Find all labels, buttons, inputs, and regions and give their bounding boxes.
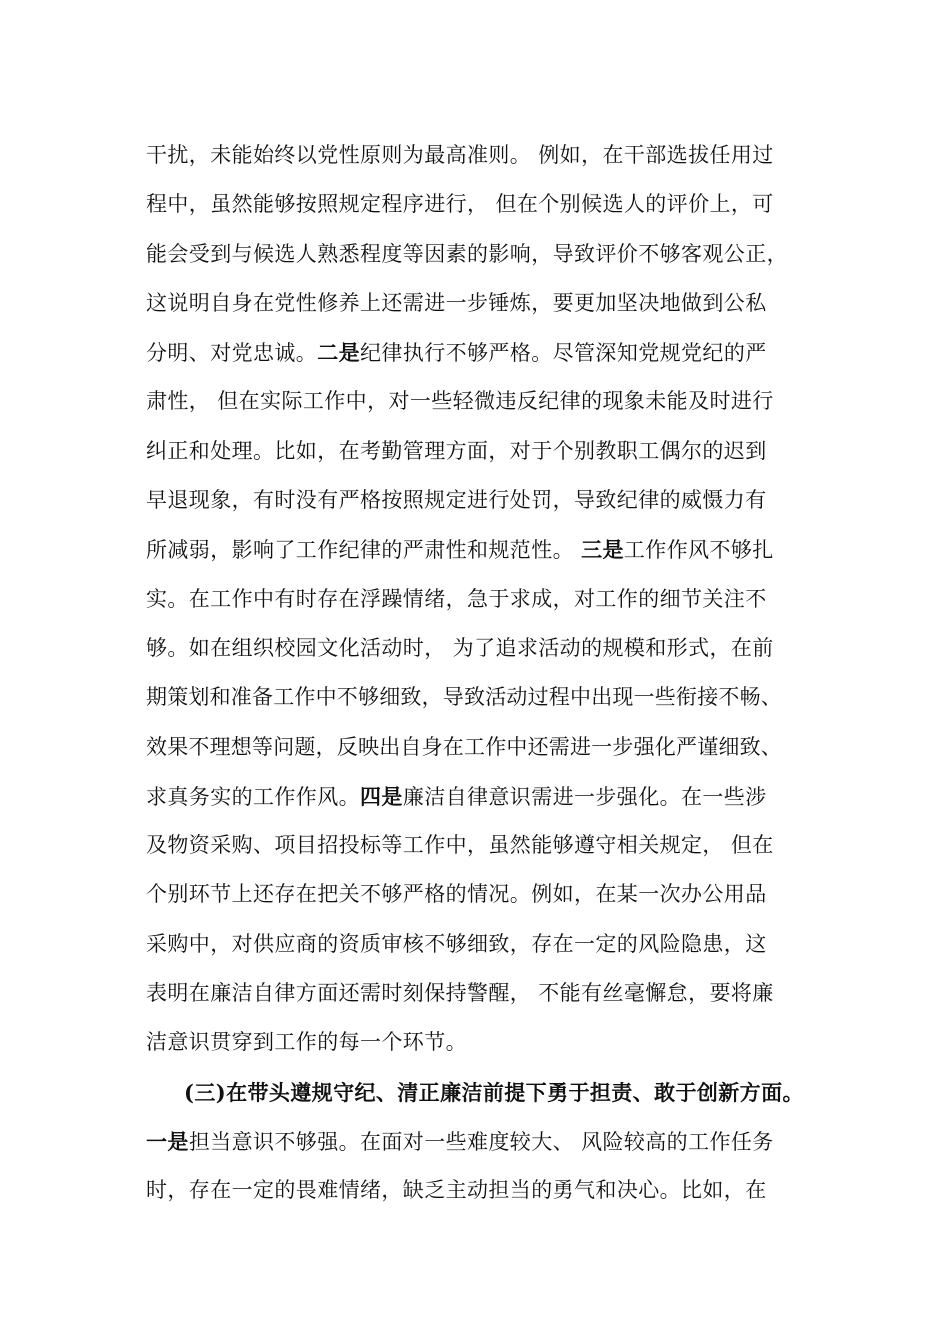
text-line: 采购中，对供应商的资质审核不够细致，存在一定的风险隐患，这 [146,931,767,956]
point-three-label: 三是 [581,537,624,563]
point-two-label: 二是 [317,340,361,366]
text-line: 个别环节上还存在把关不够严格的情况。例如，在某一次办公用品 [146,882,767,907]
text-line: 一是担当意识不够强。在面对一些难度较大、 风险较高的工作任务 [146,1128,774,1154]
text-line: 期策划和准备工作中不够细致，导致活动过程中出现一些衔接不畅、 [146,685,782,710]
text-line: 洁意识贯穿到工作的每一个环节。 [146,1030,467,1055]
text-line: 这说明自身在党性修养上还需进一步锤炼，要更加坚决地做到公私 [146,290,767,315]
text-line: 够。如在组织校园文化活动时， 为了追求活动的规模和形式，在前 [146,635,774,660]
body-text [146,131,826,1216]
text-line: 时，存在一定的畏难情绪，缺乏主动担当的勇气和决心。比如，在 [146,1178,767,1203]
text-line: 所减弱，影响了工作纪律的严肃性和规范性。 三是工作作风不够扎 [146,537,774,563]
text-line: 求真务实的工作作风。四是廉洁自律意识需进一步强化。在一些涉 [146,783,767,809]
point-four-label: 四是 [360,783,403,809]
section-heading: (三)在带头遵规守纪、清正廉洁前提下勇于担责、敢于创新方面。 [184,1079,804,1105]
text-line: 效果不理想等问题，反映出自身在工作中还需进一步强化严谨细致、 [146,734,782,759]
text-line: 分明、对党忠诚。二是纪律执行不够严格。尽管深知党规党纪的严 [146,340,767,366]
text-line: 纠正和处理。比如，在考勤管理方面，对于个别教职工偶尔的迟到 [146,438,767,463]
text-line: 干扰，未能始终以党性原则为最高准则。 例如，在干部选拔任用过 [146,143,774,167]
text-line: 实。在工作中有时存在浮躁情绪，急于求成，对工作的细节关注不 [146,586,767,611]
text-line: 程中，虽然能够按照规定程序进行， 但在个别候选人的评价上，可 [146,192,774,217]
text-line: 能会受到与候选人熟悉程度等因素的影响，导致评价不够客观公正， [146,241,788,266]
point-one-label: 一是 [146,1128,189,1154]
text-line: 早退现象，有时没有严格按照规定进行处罚，导致纪律的威慑力有 [146,488,767,513]
text-line: 及物资采购、项目招投标等工作中，虽然能够遵守相关规定， 但在 [146,833,774,858]
text-line: 表明在廉洁自律方面还需时刻保持警醒， 不能有丝毫懈怠，要将廉 [146,981,774,1006]
text-line: 肃性， 但在实际工作中，对一些轻微违反纪律的现象未能及时进行 [146,389,774,414]
